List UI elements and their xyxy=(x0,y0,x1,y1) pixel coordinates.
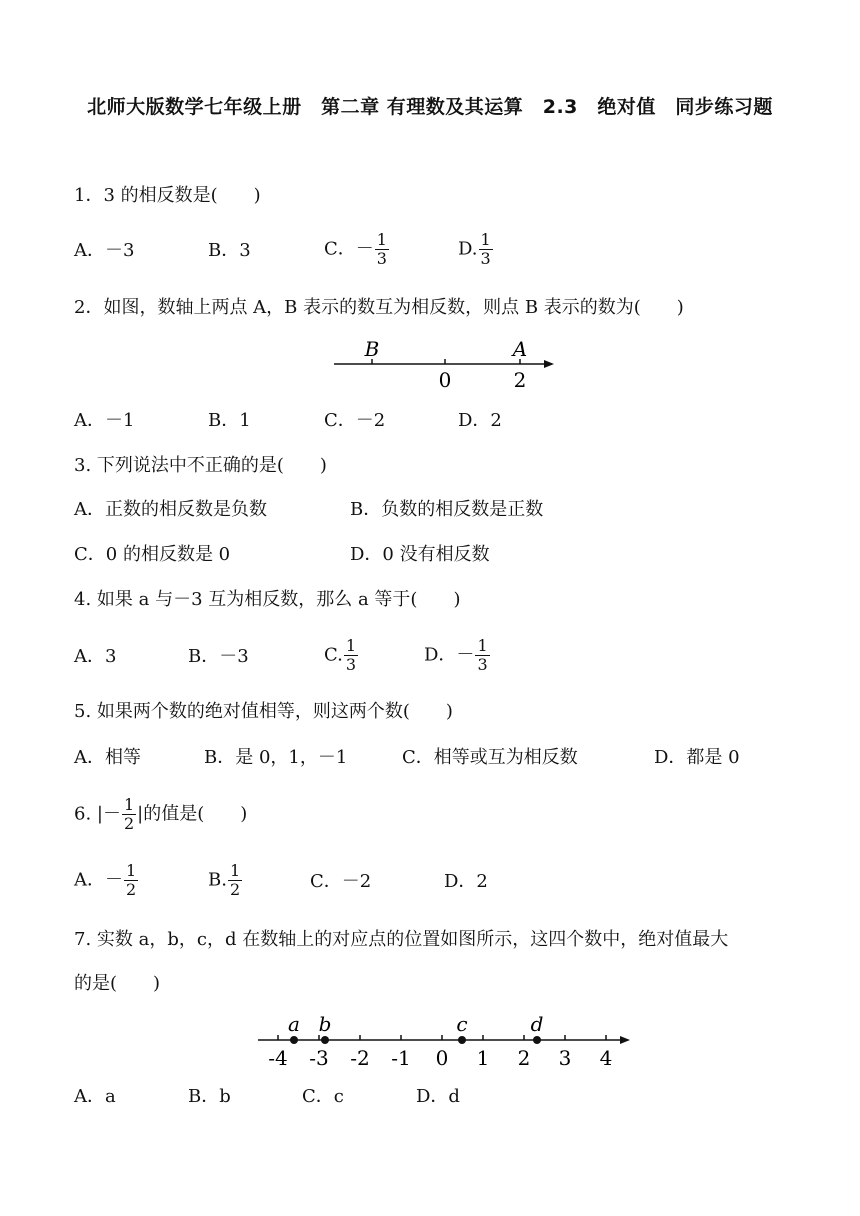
question-7-stem-line-2: 的是( ) xyxy=(74,973,161,994)
q4-option-c-prefix: C. xyxy=(324,644,343,666)
q7-option-d: D．d xyxy=(416,1086,460,1107)
q2-option-b: B．1 xyxy=(208,410,251,431)
q5-option-d: D．都是 0 xyxy=(654,747,740,768)
q4-option-a: A．3 xyxy=(74,646,117,667)
tick-label: 3 xyxy=(558,1046,572,1070)
fraction-numerator: 1 xyxy=(123,795,135,814)
q1-option-d-fraction xyxy=(479,231,493,268)
point-b xyxy=(321,1036,329,1044)
q2-option-c: C．－2 xyxy=(324,410,386,431)
question-3-stem: 3. 下列说法中不正确的是( ) xyxy=(74,455,327,476)
point-label-b: b xyxy=(318,1012,332,1036)
tick-label: 0 xyxy=(435,1046,449,1070)
fraction-numerator: 1 xyxy=(477,636,488,655)
tick-label: -4 xyxy=(268,1046,288,1070)
q7-option-c: C．c xyxy=(302,1086,344,1107)
fraction-numerator: 1 xyxy=(480,230,491,249)
q6-option-b xyxy=(208,862,243,899)
fraction-denominator: 3 xyxy=(345,655,357,674)
q4-option-d-fraction xyxy=(475,637,489,674)
q3-option-b: B．负数的相反数是正数 xyxy=(350,499,544,520)
fraction-denominator: 2 xyxy=(126,880,137,899)
q6-stem-prefix: 6. |－ xyxy=(74,803,121,825)
q1-option-d-prefix: D. xyxy=(458,238,478,260)
q7-number-line xyxy=(254,1012,638,1074)
question-2-stem: 2．如图，数轴上两点 A，B 表示的数互为相反数，则点 B 表示的数为( ) xyxy=(74,297,684,318)
q4-option-d-prefix: D．－ xyxy=(424,644,475,666)
fraction-numerator: 1 xyxy=(376,230,387,249)
point-a xyxy=(290,1036,298,1044)
fraction-numerator: 1 xyxy=(229,861,241,880)
q5-option-b: B．是 0，1，－1 xyxy=(204,747,348,768)
q3-option-c: C．0 的相反数是 0 xyxy=(74,544,231,565)
question-5-stem: 5. 如果两个数的绝对值相等，则这两个数( ) xyxy=(74,701,453,722)
q5-option-c: C．相等或互为相反数 xyxy=(402,747,578,768)
page-title: 北师大版数学七年级上册 第二章 有理数及其运算 2.3 绝对值 同步练习题 xyxy=(87,96,773,118)
q4-option-c xyxy=(324,637,359,674)
q7-option-a: A．a xyxy=(74,1086,116,1107)
question-1-stem: 1．3 的相反数是( ) xyxy=(74,185,261,206)
q6-option-a-prefix: A．－ xyxy=(74,869,123,891)
q6-option-d: D．2 xyxy=(444,871,488,892)
question-6-stem xyxy=(74,796,247,833)
fraction-denominator: 3 xyxy=(376,249,387,268)
tick-label: -3 xyxy=(309,1046,329,1070)
q6-option-a-fraction xyxy=(124,862,138,899)
fraction-denominator: 3 xyxy=(477,655,488,674)
q6-option-b-fraction xyxy=(228,862,242,899)
point-label-d: d xyxy=(530,1012,544,1036)
arrow-head-icon xyxy=(620,1036,630,1044)
q4-option-d xyxy=(424,637,491,674)
q6-option-a xyxy=(74,862,139,899)
q4-option-c-fraction xyxy=(344,637,358,674)
point-label-a: A xyxy=(512,337,528,361)
arrow-head-icon xyxy=(544,360,554,368)
tick-label-0: 0 xyxy=(438,368,452,392)
q3-option-a: A．正数的相反数是负数 xyxy=(74,499,267,520)
q2-option-a: A．－1 xyxy=(74,410,135,431)
q6-stem-fraction xyxy=(122,796,136,833)
tick-label: -1 xyxy=(391,1046,411,1070)
fraction-numerator: 1 xyxy=(345,636,357,655)
point-d xyxy=(533,1036,541,1044)
question-4-stem: 4. 如果 a 与－3 互为相反数，那么 a 等于( ) xyxy=(74,589,461,610)
q7-option-b: B．b xyxy=(188,1086,231,1107)
tick-label: 1 xyxy=(476,1046,490,1070)
question-7-stem-line-1: 7. 实数 a，b，c，d 在数轴上的对应点的位置如图所示，这四个数中，绝对值最大 xyxy=(74,929,729,950)
fraction-denominator: 2 xyxy=(229,880,241,899)
q6-option-c: C．－2 xyxy=(310,871,372,892)
fraction-denominator: 3 xyxy=(480,249,491,268)
q6-option-b-prefix: B. xyxy=(208,869,227,891)
point-c xyxy=(458,1036,466,1044)
q1-option-c-prefix: C．－ xyxy=(324,238,374,260)
q1-option-b: B．3 xyxy=(208,240,251,261)
q2-option-d: D．2 xyxy=(458,410,502,431)
q2-number-line xyxy=(330,334,570,396)
point-label-a: a xyxy=(288,1012,300,1036)
point-label-b: B xyxy=(364,337,380,361)
tick-label: 2 xyxy=(517,1046,531,1070)
fraction-denominator: 2 xyxy=(123,814,135,833)
tick-label: -2 xyxy=(350,1046,370,1070)
q1-option-a: A．－3 xyxy=(74,240,135,261)
q5-option-a: A．相等 xyxy=(74,747,141,768)
q4-option-b: B．－3 xyxy=(188,646,249,667)
q3-option-d: D．0 没有相反数 xyxy=(350,544,490,565)
q1-option-c-fraction xyxy=(375,231,389,268)
fraction-numerator: 1 xyxy=(126,861,137,880)
point-label-c: c xyxy=(456,1012,468,1036)
q6-stem-suffix: |的值是( ) xyxy=(137,803,248,825)
tick-label: 4 xyxy=(599,1046,613,1070)
tick-label-2: 2 xyxy=(513,368,527,392)
q1-option-c xyxy=(324,231,390,268)
q1-option-d xyxy=(458,231,494,268)
